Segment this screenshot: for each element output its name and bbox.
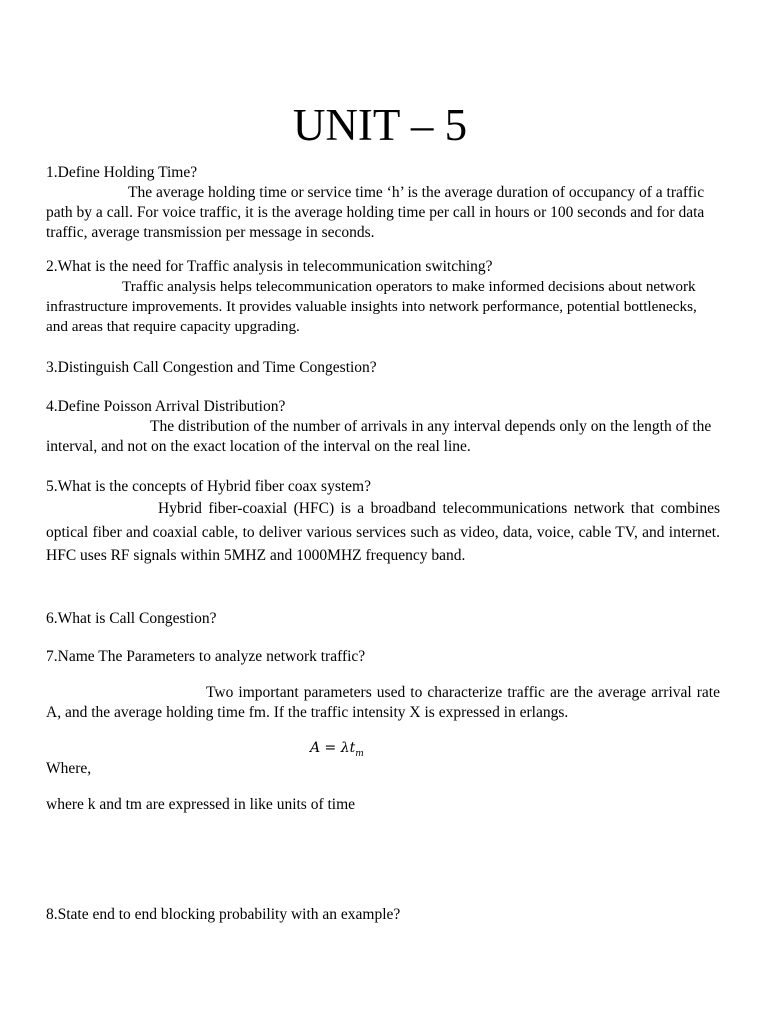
question-7: 7.Name The Parameters to analyze network traffic? <box>46 648 366 665</box>
question-4: 4.Define Poisson Arrival Distribution? <box>46 398 286 415</box>
answer-2: Traffic analysis helps telecommunication operators to make informed decisions about network infrastructure improvements. It provides valuable insights into network performance, potential bottlenecks, and areas that require capacity upgrading. <box>46 278 697 335</box>
question-3: 3.Distinguish Call Congestion and Time Congestion? <box>46 359 377 376</box>
answer-5: Hybrid fiber-coaxial (HFC) is a broadband telecommunications network that combines optical fiber and coaxial cable, to deliver various services such as video, data, voice, cable TV, and internet. HFC uses RF signals within 5MHZ and 1000MHZ frequency band. <box>46 500 720 564</box>
formula-subscript: m <box>355 748 364 759</box>
answer-7: Two important parameters used to characterize traffic are the average arrival rate A, and the average holding time fm. If the traffic intensity X is expressed in erlangs. <box>46 684 720 721</box>
answer-1: The average holding time or service time ‘h’ is the average duration of occupancy of a traffic path by a call. For voice traffic, it is the average holding time per call in hours or 100 seconds and for data traffic, average transmission per message in seconds. <box>46 184 705 241</box>
question-5: 5.What is the concepts of Hybrid fiber coax system? <box>46 478 371 495</box>
units-note: where k and tm are expressed in like units of time <box>46 796 356 813</box>
question-2: 2.What is the need for Traffic analysis in telecommunication switching? <box>46 258 493 275</box>
question-6: 6.What is Call Congestion? <box>46 610 217 627</box>
question-1: 1.Define Holding Time? <box>46 164 198 181</box>
formula-main: A = λt <box>310 740 356 756</box>
answer-4: The distribution of the number of arrivals in any interval depends only on the length of the interval, and not on the exact location of the interval on the real line. <box>46 418 712 455</box>
page-title: UNIT – 5 <box>292 100 468 150</box>
where-label: Where, <box>46 760 92 777</box>
question-8: 8.State end to end blocking probability with an example? <box>46 906 401 923</box>
formula-arrival-rate <box>310 740 364 759</box>
